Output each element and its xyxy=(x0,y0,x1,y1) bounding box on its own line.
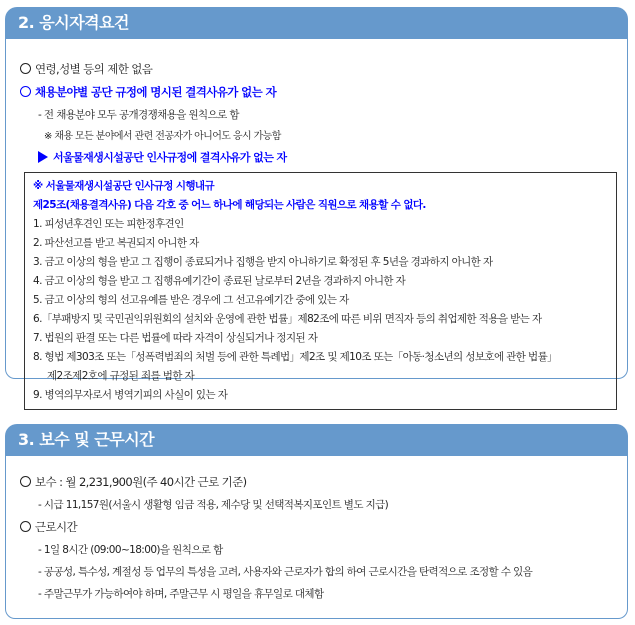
pay-item xyxy=(20,472,617,493)
rules-heading: ※ 서울물재생시설공단 인사규정 시행내규 xyxy=(33,180,215,192)
eligibility-note: ※ 채용 모든 분야에서 관련 전공자가 아니어도 응시 가능함 xyxy=(44,131,281,142)
rule-clause: 5. 금고 이상의 형의 선고유예를 받은 경우에 그 선고유예기간 중에 있는 자 xyxy=(33,294,349,306)
eligibility-rule-pointer-text: 서울물재생시설공단 인사규정에 결격사유가 없는 자 xyxy=(53,151,287,164)
eligibility-rule-pointer xyxy=(20,147,617,168)
rule-clause: 8. 형법 제303조 또는「성폭력범죄의 처벌 등에 관한 특례법」제2조 및 제10조 또는「아동·청소년의 성보호에 관한 법률」 xyxy=(33,351,558,363)
circle-bullet-icon xyxy=(20,63,31,74)
section-eligibility xyxy=(5,7,628,401)
circle-bullet-icon xyxy=(20,521,31,532)
triangle-pointer-icon xyxy=(38,151,48,163)
pay-item-text: 보수 : 월 2,231,900원(주 40시간 근로 기준) xyxy=(35,475,247,489)
hours-item xyxy=(20,517,617,538)
rule-clause: 9. 병역의무자로서 병역기피의 사실이 있는 자 xyxy=(33,389,228,401)
hours-subitem: - 1일 8시간 (09:00~18:00)을 원칙으로 함 xyxy=(38,544,223,556)
rule-clause: 4. 금고 이상의 형을 받고 그 집행유예기간이 종료된 날로부터 2년을 경과하지 아니한 자 xyxy=(33,275,406,287)
rule-clause-continuation: 제2조제2호에 규정된 죄를 범한 자 xyxy=(47,370,195,382)
eligibility-item xyxy=(20,59,617,80)
eligibility-subitem: - 전 채용분야 모두 공개경쟁채용을 원칙으로 함 xyxy=(38,109,239,121)
rule-clause: 6.「부패방지 및 국민권익위원회의 설치와 운영에 관한 법률」제82조에 따른 비위 면직자 등의 취업제한 적용을 받는 자 xyxy=(33,313,542,325)
section-body-eligibility xyxy=(5,39,628,401)
section-pay-hours xyxy=(5,424,628,619)
pay-subitem: - 시급 11,157원(서울시 생활형 임금 적용, 제수당 및 선택적복지포인트 별도 지급) xyxy=(38,499,389,511)
hours-subitem: - 주말근무가 가능하여야 하며, 주말근무 시 평일을 휴무일로 대체함 xyxy=(38,588,324,600)
circle-bullet-icon xyxy=(20,86,31,97)
circle-bullet-icon xyxy=(20,476,31,487)
hours-subitem: - 공공성, 특수성, 계절성 등 업무의 특성을 고려, 사용자와 근로자가 합의 하여 근로시간을 탄력적으로 조정할 수 있음 xyxy=(38,566,533,578)
section-title-pay-hours: 3. 보수 및 근무시간 xyxy=(5,424,628,456)
rule-clause: 7. 법원의 판결 또는 다른 법률에 따라 자격이 상실되거나 정지된 자 xyxy=(33,332,318,344)
section-title-eligibility: 2. 응시자격요건 xyxy=(5,7,628,39)
eligibility-item-text: 채용분야별 공단 규정에 명시된 결격사유가 없는 자 xyxy=(35,85,277,99)
rule-clause: 2. 파산선고를 받고 복권되지 아니한 자 xyxy=(33,237,199,249)
disqualification-rules-box xyxy=(24,172,617,410)
eligibility-item-text: 연령,성별 등의 제한 없음 xyxy=(35,62,153,76)
rule-clause: 1. 피성년후견인 또는 피한정후견인 xyxy=(33,218,184,230)
section-body-pay-hours xyxy=(5,456,628,619)
rules-article: 제25조(채용결격사유) 다음 각호 중 어느 하나에 해당되는 사람은 직원으로 채용할 수 없다. xyxy=(33,199,426,211)
eligibility-item-emphasis xyxy=(20,82,617,103)
hours-item-text: 근로시간 xyxy=(35,520,78,534)
rule-clause: 3. 금고 이상의 형을 받고 그 집행이 종료되거나 집행을 받지 아니하기로 확정된 후 5년을 경과하지 아니한 자 xyxy=(33,256,493,268)
